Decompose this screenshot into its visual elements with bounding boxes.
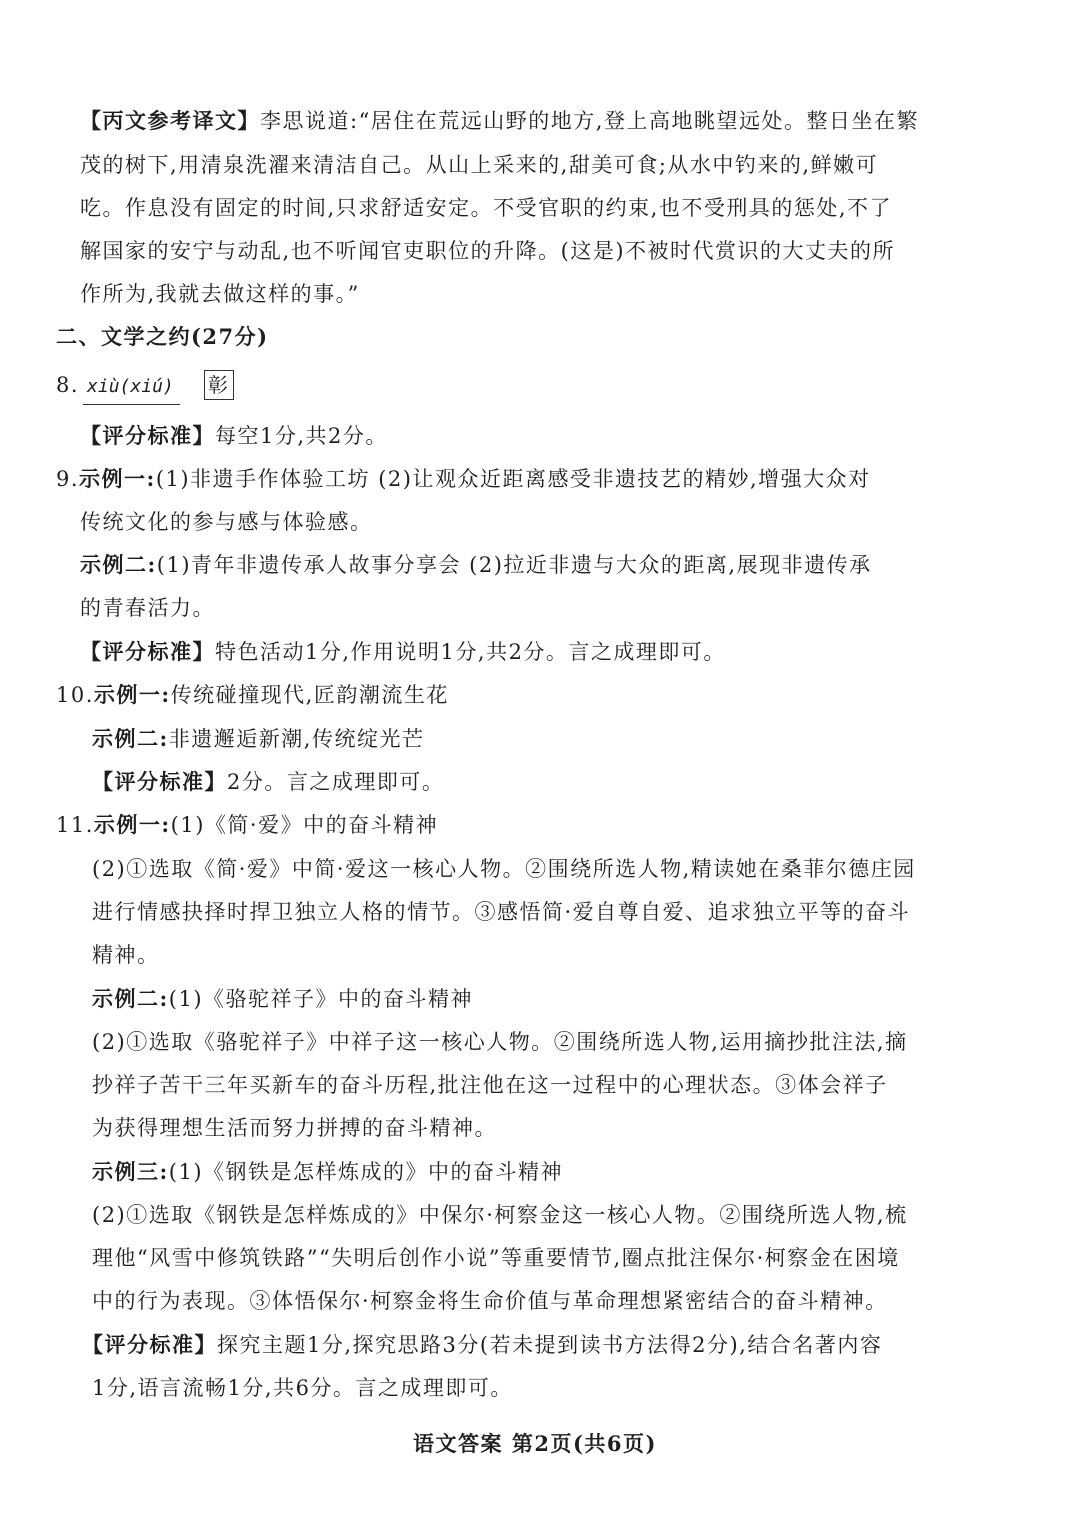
scoring-label: 【评分标准】	[80, 423, 215, 448]
q11-scoring: 【评分标准】探究主题1分,探究思路3分(若未提到读书方法得2分),结合名著内容	[82, 1332, 883, 1357]
scoring-label: 【评分标准】	[92, 769, 227, 794]
translation-label: 【丙文参考译文】	[80, 108, 260, 133]
question-10-example-2: 示例二:非遗邂逅新潮,传统绽光芒	[92, 726, 425, 751]
scoring-label: 【评分标准】	[80, 639, 215, 664]
question-number: 11.	[56, 813, 94, 837]
question-11-example-1-title: 11.示例一:(1)《简·爱》中的奋斗精神	[56, 812, 439, 837]
q9-scoring: 【评分标准】特色活动1分,作用说明1分,共2分。言之成理即可。	[80, 639, 726, 664]
q9-ex1-cont: 传统文化的参与感与体验感。	[80, 510, 373, 534]
question-10-example-1: 10.示例一:传统碰撞现代,匠韵潮流生花	[56, 682, 449, 707]
question-8	[56, 370, 234, 405]
translation-line-2: 茂的树下,用清泉洗濯来清洁自己。从山上采来的,甜美可食;从水中钓来的,鲜嫩可	[80, 153, 879, 177]
question-11-example-3-title: 示例三:(1)《钢铁是怎样炼成的》中的奋斗精神	[92, 1159, 564, 1184]
question-number: 10.	[56, 683, 94, 707]
question-11-example-2-title: 示例二:(1)《骆驼祥子》中的奋斗精神	[92, 986, 474, 1011]
q11-ex1-line-3: 精神。	[92, 943, 160, 967]
q11-ex3-line-3: 中的行为表现。③体悟保尔·柯察金将生命价值与革命理想紧密结合的奋斗精神。	[92, 1289, 888, 1313]
section-title: 二、文学之约(27分)	[56, 324, 269, 349]
q11-ex2-line-2: 抄祥子苦干三年买新车的奋斗历程,批注他在这一过程中的心理状态。③体会祥子	[92, 1073, 888, 1097]
q8-scoring: 【评分标准】每空1分,共2分。	[80, 423, 388, 448]
question-number: 8.	[56, 373, 80, 397]
translation-line-1: 【丙文参考译文】李思说道:“居住在荒远山野的地方,登上高地眺望远处。整日坐在繁	[80, 108, 919, 133]
question-9-example-1: 9.示例一:(1)非遗手作体验工坊 (2)让观众近距离感受非遗技艺的精妙,增强大众对	[56, 466, 871, 491]
q11-ex1-line-1: (2)①选取《简·爱》中简·爱这一核心人物。②围绕所选人物,精读她在桑菲尔德庄园	[92, 857, 916, 881]
question-number: 9.	[56, 467, 80, 491]
question-9-example-2: 示例二:(1)青年非遗传承人故事分享会 (2)拉近非遗与大众的距离,展现非遗传承	[80, 552, 872, 577]
q9-ex2-cont: 的青春活力。	[80, 596, 215, 620]
q10-scoring: 【评分标准】2分。言之成理即可。	[92, 769, 445, 794]
translation-line-4: 解国家的安宁与动乱,也不听闻官吏职位的升降。(这是)不被时代赏识的大丈夫的所	[80, 239, 896, 263]
translation-line-3: 吃。作息没有固定的时间,只求舒适安定。不受官职的约束,也不受刑具的惩处,不了	[80, 196, 893, 220]
translation-line-5: 作所为,我就去做这样的事。”	[80, 282, 360, 306]
pinyin-answer: xiù(xiú)	[83, 372, 180, 405]
page-footer: 语文答案 第2页(共6页)	[413, 1431, 657, 1456]
q11-ex2-line-1: (2)①选取《骆驼祥子》中祥子这一核心人物。②围绕所选人物,运用摘抄批注法,摘	[92, 1030, 908, 1054]
q11-scoring-cont: 1分,语言流畅1分,共6分。言之成理即可。	[92, 1376, 513, 1400]
q11-ex3-line-2: 理他“风雪中修筑铁路”“失明后创作小说”等重要情节,圈点批注保尔·柯察金在困境	[92, 1246, 900, 1270]
q11-ex2-line-3: 为获得理想生活而努力拼搏的奋斗精神。	[92, 1116, 497, 1140]
q11-ex1-line-2: 进行情感抉择时捍卫独立人格的情节。③感悟简·爱自尊自爱、追求独立平等的奋斗	[92, 900, 911, 924]
char-answer: 彰	[204, 370, 234, 400]
q11-ex3-line-1: (2)①选取《钢铁是怎样炼成的》中保尔·柯察金这一核心人物。②围绕所选人物,梳	[92, 1203, 908, 1227]
scoring-label: 【评分标准】	[82, 1332, 217, 1357]
